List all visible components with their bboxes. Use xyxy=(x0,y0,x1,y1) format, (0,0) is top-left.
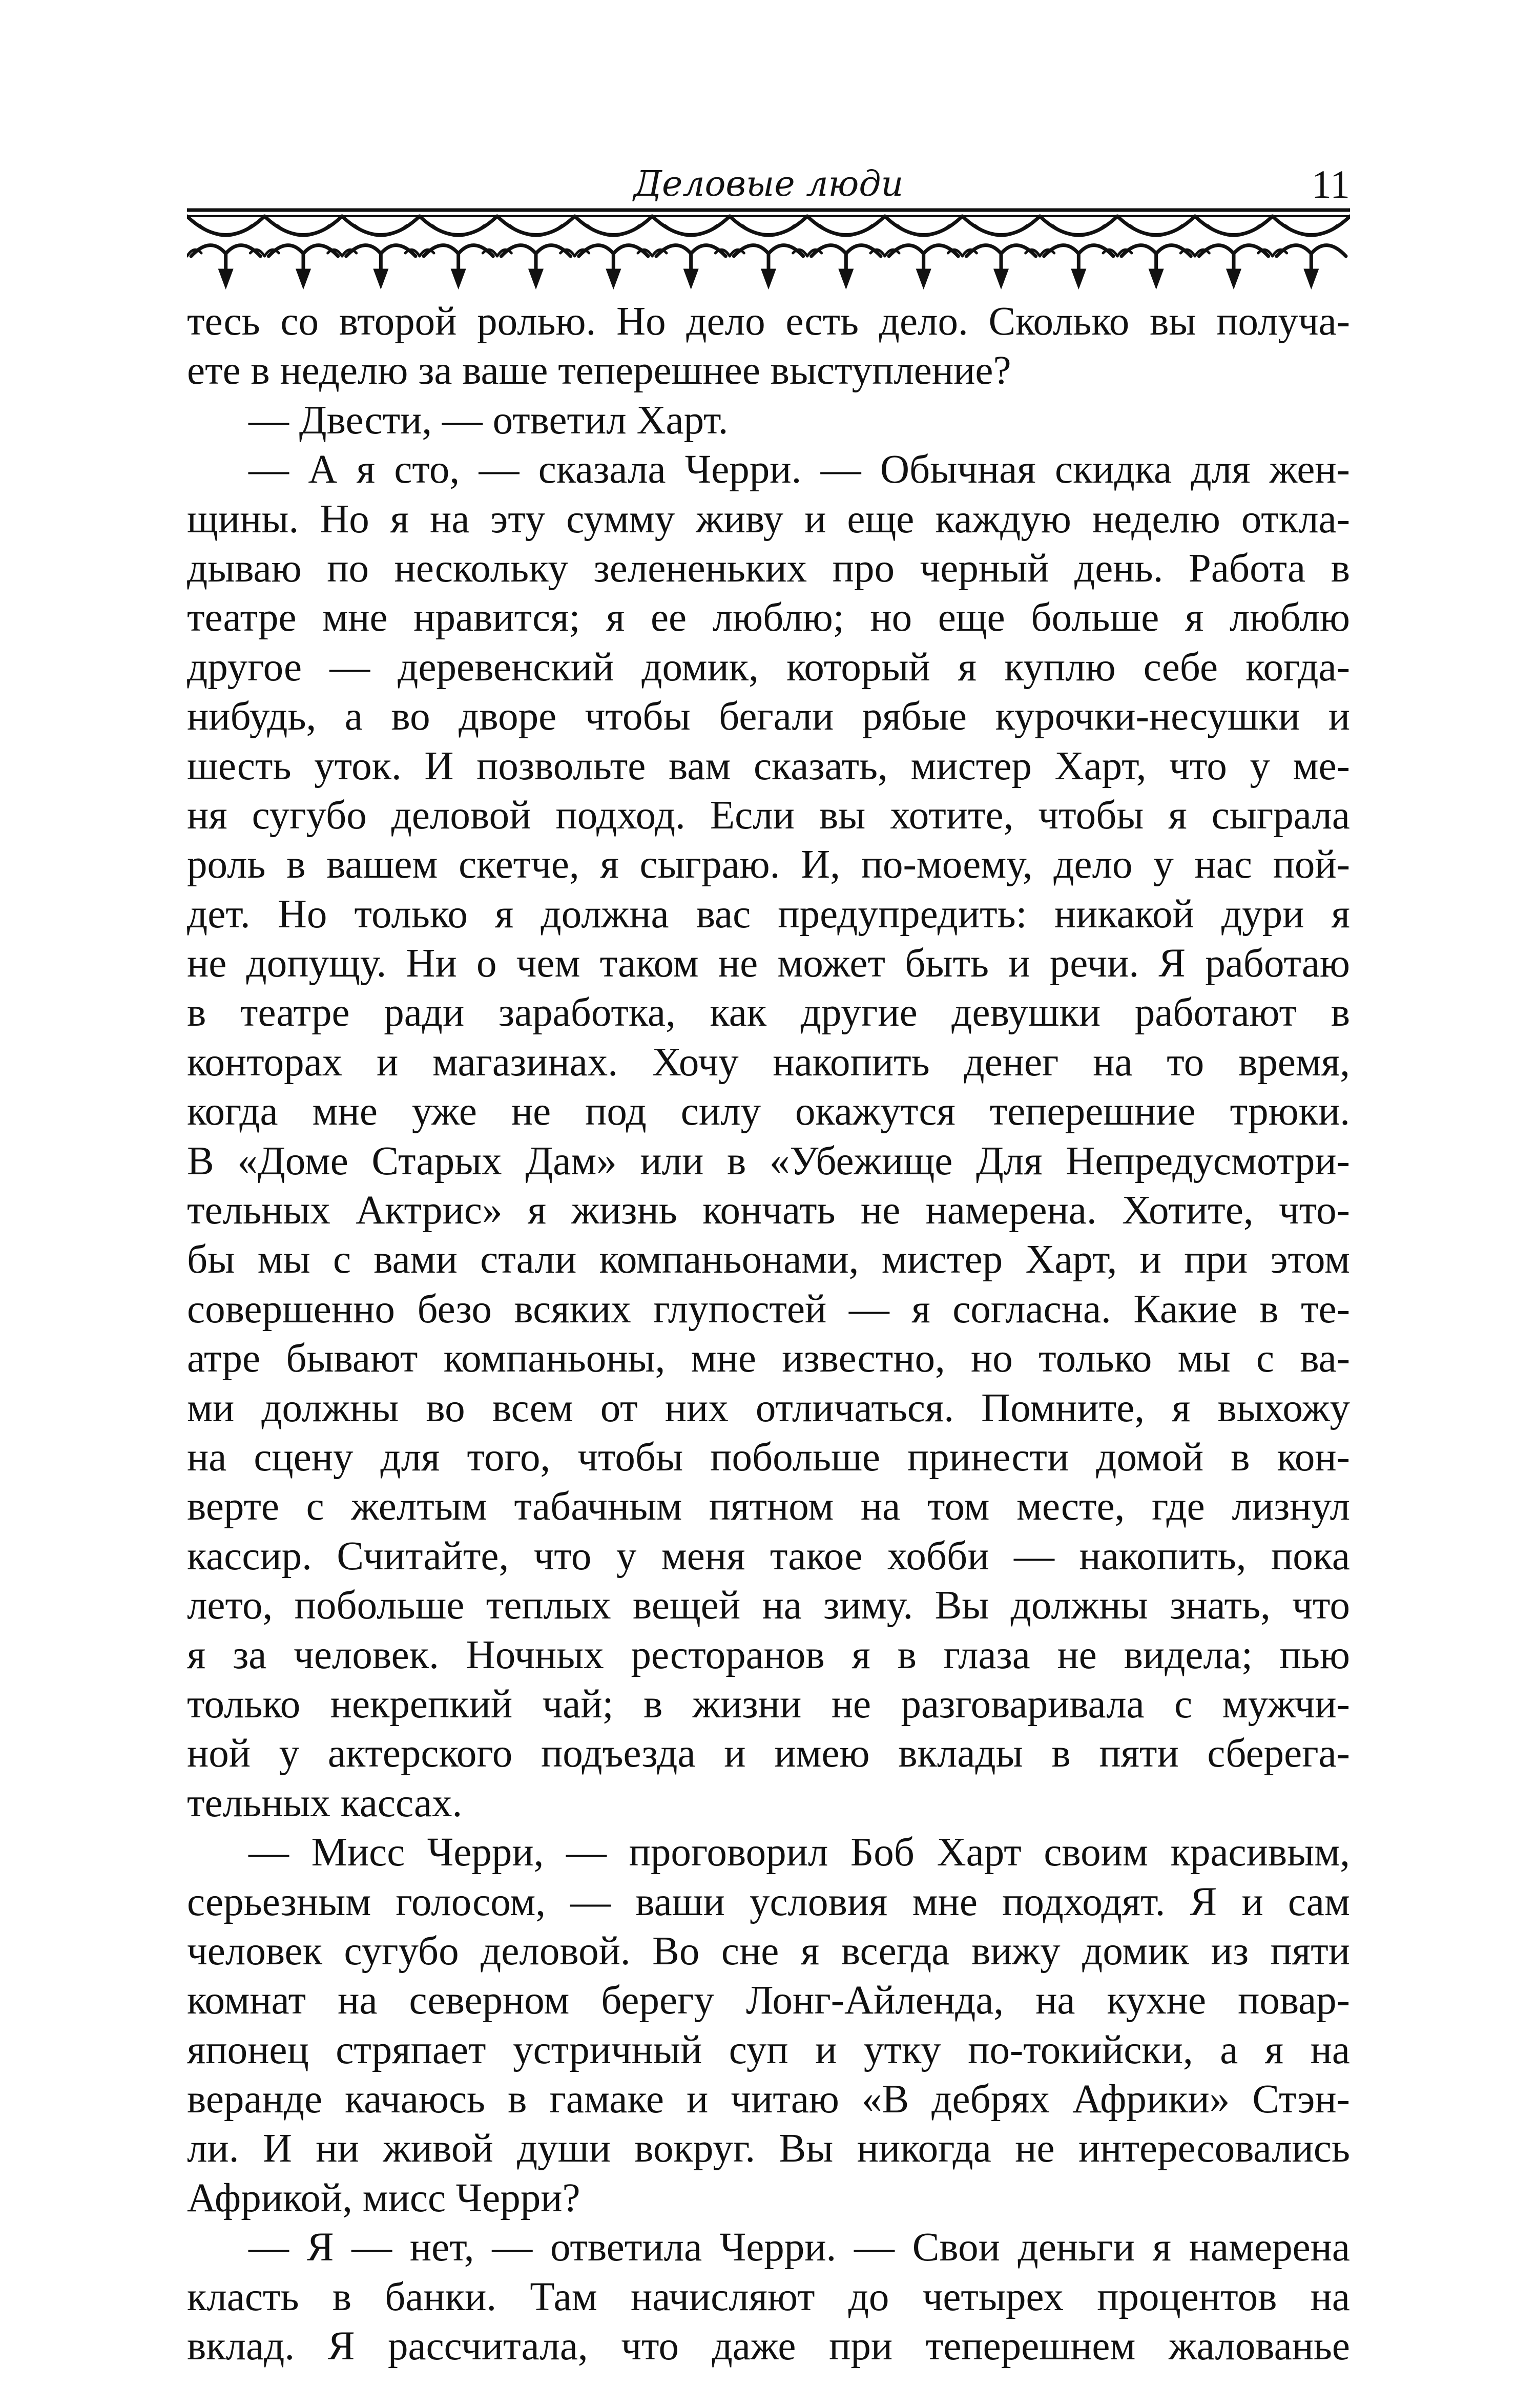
text-line: человек сугубо деловой. Во сне я всегда вижу домик из пяти xyxy=(187,1928,1350,1974)
text-line: комнат на северном берегу Лонг-Айленда, на кухне повар- xyxy=(187,1978,1350,2023)
text-line: Африкой, мисс Черри? xyxy=(187,2175,580,2220)
text-line: роль в вашем скетче, я сыграю. И, по-моему, дело у нас пой- xyxy=(187,842,1350,887)
text-line: дет. Но только я должна вас предупредить: никакой дури я xyxy=(187,891,1350,937)
text-line: дываю по нескольку зелененьких про черный день. Работа в xyxy=(187,546,1350,591)
text-line: не допущу. Ни о чем таком не может быть и речи. Я работаю xyxy=(187,941,1350,986)
text-line: лето, побольше теплых вещей на зиму. Вы должны знать, что xyxy=(187,1583,1350,1628)
text-line: атре бывают компаньоны, мне известно, но только мы с ва- xyxy=(187,1336,1350,1381)
text-line: кассир. Считайте, что у меня такое хобби — накопить, пока xyxy=(187,1533,1350,1579)
text-line: — Мисс Черри, — проговорил Боб Харт своим красивым, xyxy=(248,1830,1350,1875)
text-line: В «Доме Старых Дам» или в «Убежище Для Непредусмотри- xyxy=(187,1138,1350,1184)
page-header xyxy=(187,164,1350,205)
text-line: щины. Но я на эту сумму живу и еще каждую неделю откла- xyxy=(187,496,1350,542)
text-line: совершенно безо всяких глупостей — я согласна. Какие в те- xyxy=(187,1286,1350,1332)
text-line: ете в неделю за ваше теперешнее выступление? xyxy=(187,348,1011,393)
text-line: ми должны во всем от них отличаться. Помните, я выхожу xyxy=(187,1385,1350,1430)
text-line: вклад. Я рассчитала, что даже при теперешнем жалованье xyxy=(187,2324,1350,2369)
page-number: 11 xyxy=(1311,162,1350,206)
text-line: в театре ради заработка, как другие девушки работают в xyxy=(187,990,1350,1035)
text-line: нибудь, а во дворе чтобы бегали рябые курочки-несушки и xyxy=(187,694,1350,739)
text-line: ня сугубо деловой подход. Если вы хотите, чтобы я сыграла xyxy=(187,793,1350,838)
text-line: ли. И ни живой души вокруг. Вы никогда не интересовались xyxy=(187,2126,1350,2171)
text-line: веранде качаюсь в гамаке и читаю «В дебрях Африки» Стэн- xyxy=(187,2077,1350,2122)
text-line: ной у актерского подъезда и имею вклады в пяти сберега- xyxy=(187,1731,1350,1776)
text-line: только некрепкий чай; в жизни не разговаривала с мужчи- xyxy=(187,1682,1350,1727)
text-line: бы мы с вами стали компаньонами, мистер Харт, и при этом xyxy=(187,1237,1350,1282)
running-title: Деловые люди xyxy=(633,164,904,204)
text-line: японец стряпает устричный суп и утку по-токийски, а я на xyxy=(187,2027,1350,2072)
text-line: на сцену для того, чтобы побольше принести домой в кон- xyxy=(187,1435,1350,1480)
text-line: серьезным голосом, — ваши условия мне подходят. Я и сам xyxy=(187,1879,1350,1924)
text-line: театре мне нравится; я ее люблю; но еще больше я люблю xyxy=(187,595,1350,640)
text-line: шесть уток. И позвольте вам сказать, мистер Харт, что у ме- xyxy=(187,743,1350,788)
decorative-ornament xyxy=(187,205,1350,292)
text-line: — А я сто, — сказала Черри. — Обычная скидка для жен- xyxy=(248,447,1350,492)
text-line: когда мне уже не под силу окажутся теперешние трюки. xyxy=(187,1089,1350,1134)
body-text xyxy=(187,297,1350,2371)
text-line: я за человек. Ночных ресторанов я в глаза не видела; пью xyxy=(187,1632,1350,1677)
text-line: — Двести, — ответил Харт. xyxy=(248,398,729,443)
text-line: класть в банки. Там начисляют до четырех процентов на xyxy=(187,2274,1350,2319)
text-line: конторах и магазинах. Хочу накопить денег на то время, xyxy=(187,1040,1350,1085)
text-line: верте с желтым табачным пятном на том месте, где лизнул xyxy=(187,1484,1350,1529)
text-line: — Я — нет, — ответила Черри. — Свои деньги я намерена xyxy=(248,2225,1350,2270)
text-line: другое — деревенский домик, который я куплю себе когда- xyxy=(187,645,1350,690)
text-line: тельных кассах. xyxy=(187,1780,463,1825)
text-line: тесь со второй ролью. Но дело есть дело. Сколько вы получа- xyxy=(187,299,1350,344)
text-line: тельных Актрис» я жизнь кончать не намерена. Хотите, что- xyxy=(187,1188,1350,1233)
